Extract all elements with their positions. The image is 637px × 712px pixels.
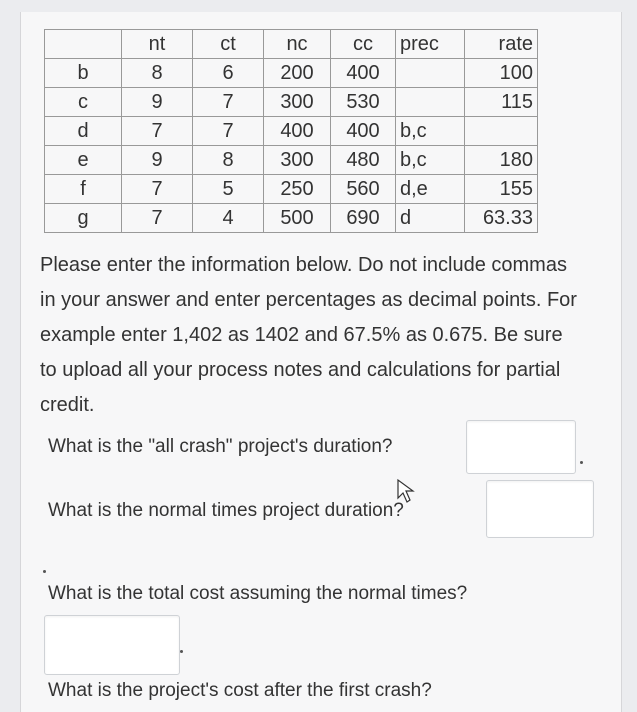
table-cell: 200 [264,59,331,88]
table-cell: 9 [122,146,193,175]
table-cell: 4 [193,204,264,233]
table-cell: 690 [331,204,396,233]
table-cell [396,88,465,117]
table-cell: 500 [264,204,331,233]
header-cell: nt [122,30,193,59]
decimal-dot [43,570,46,573]
table-cell: b [45,59,122,88]
table-cell: 5 [193,175,264,204]
table-cell: 400 [331,59,396,88]
answer-normal-duration-input[interactable] [486,480,594,538]
table-row [45,175,538,204]
instructions-text: Please enter the information below. Do not include commas in your answer and enter percentages as decimal points. For example enter 1,402 as 1402 and 67.5% as 0.675. Be sure to upload all your process notes and calculations for partial credit. [40,254,577,416]
table-cell: 100 [465,59,538,88]
table-cell: 300 [264,146,331,175]
table-cell: d,e [396,175,465,204]
table-cell: 8 [193,146,264,175]
header-cell [45,30,122,59]
question-normal-total-cost: What is the total cost assuming the normal times? [48,583,468,604]
table-cell [396,59,465,88]
table-cell: c [45,88,122,117]
question-normal-duration: What is the normal times project duration? [48,500,404,521]
table-header-row [45,30,538,59]
decimal-dot [580,461,583,464]
table-cell: d [396,204,465,233]
answer-normal-total-cost-input[interactable] [44,615,180,675]
table-cell: 7 [193,117,264,146]
table-cell: 63.33 [465,204,538,233]
table-cell: 115 [465,88,538,117]
table-cell: 155 [465,175,538,204]
table-cell: 400 [331,117,396,146]
table-cell: 6 [193,59,264,88]
table-cell: 400 [264,117,331,146]
header-cell: prec [396,30,465,59]
table-cell: f [45,175,122,204]
table-cell: 8 [122,59,193,88]
header-cell: rate [465,30,538,59]
table-cell: 180 [465,146,538,175]
table-cell: 7 [122,204,193,233]
header-cell: cc [331,30,396,59]
table-cell: 7 [122,117,193,146]
table-cell: 9 [122,88,193,117]
table-cell: b,c [396,146,465,175]
table-row [45,88,538,117]
project-data-table [44,29,538,233]
table-cell: g [45,204,122,233]
table-cell: 7 [193,88,264,117]
table-cell: 560 [331,175,396,204]
table-row [45,117,538,146]
mouse-pointer-icon [396,478,420,504]
table-cell: 530 [331,88,396,117]
answer-all-crash-duration-input[interactable] [466,420,576,474]
table-cell: b,c [396,117,465,146]
table-cell: e [45,146,122,175]
header-cell: ct [193,30,264,59]
table-cell: d [45,117,122,146]
table-row [45,59,538,88]
question-first-crash-cost: What is the project's cost after the first crash? [48,680,432,701]
table-row [45,146,538,175]
table-cell: 300 [264,88,331,117]
question-all-crash-duration: What is the "all crash" project's duration? [48,436,393,457]
table-row [45,204,538,233]
table-cell [465,117,538,146]
decimal-dot [180,650,183,653]
header-cell: nc [264,30,331,59]
table-cell: 7 [122,175,193,204]
table-cell: 250 [264,175,331,204]
table-cell: 480 [331,146,396,175]
